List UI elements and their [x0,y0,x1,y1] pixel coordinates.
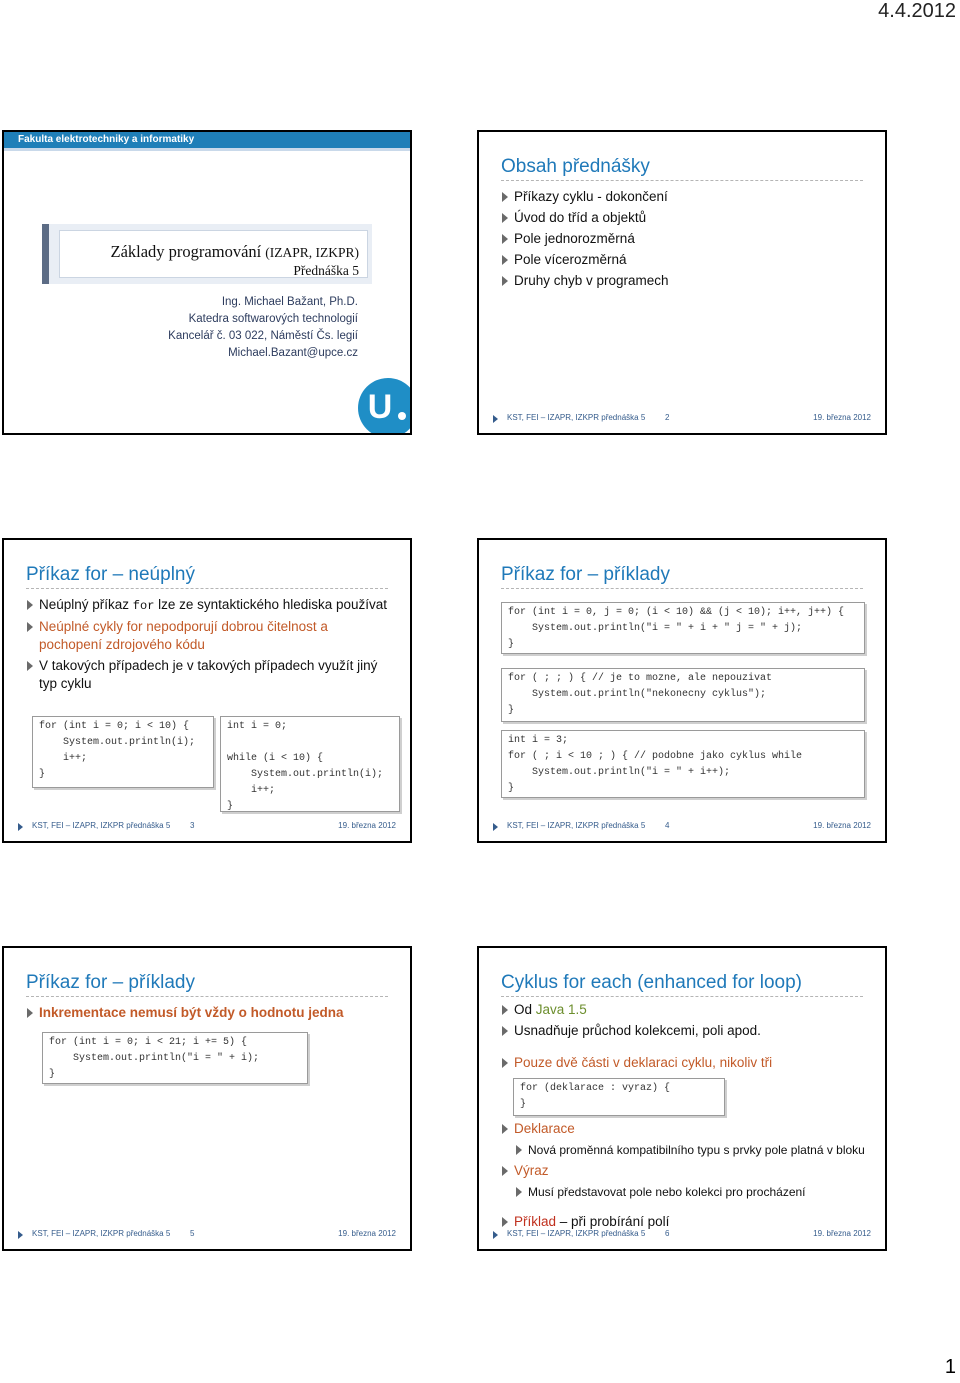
bullet-item: Pole jednorozměrná [501,230,867,248]
bullet-text: – při probírání polí [556,1214,670,1229]
footer-date: 19. března 2012 [813,1229,871,1238]
footer-date: 19. března 2012 [338,1229,396,1238]
slide-number: 4 [665,821,670,830]
slide-5 [2,946,412,1251]
bullet-item: V takových případech je v takových případech využít jiný typ cyklu [26,657,392,693]
footer-course: KST, FEI – IZAPR, IZKPR přednáška 5 [507,1229,646,1238]
author-block [168,294,358,362]
code-block: for (int i = 0; i < 21; i += 5) { System.out.println("i = " + i); } [42,1032,308,1084]
bullet-item: Pole vícerozměrná [501,251,867,269]
footer-date: 19. března 2012 [813,413,871,422]
bullet-text: Neúplný příkaz [39,597,133,612]
code-block-for: for (int i = 0; i < 10) { System.out.println(i); i++; } [32,716,214,788]
footer-course: KST, FEI – IZAPR, IZKPR přednáška 5 [32,821,171,830]
slide-title: Příkaz for – neúplný [26,564,388,589]
author-office: Kancelář č. 03 022, Náměstí Čs. legií [168,330,358,342]
sub-bullet-item: Musí představovat pole nebo kolekci pro procházení [515,1183,867,1201]
slide-footer [18,821,396,835]
title-inner [59,230,368,278]
author-department: Katedra softwarových technologií [188,313,358,325]
footer-course: KST, FEI – IZAPR, IZKPR přednáška 5 [507,413,646,422]
footer-course: KST, FEI – IZAPR, IZKPR přednáška 5 [507,821,646,830]
footer-arrow-icon [493,823,498,831]
bullet-item: Inkrementace nemusí být vždy o hodnotu jedna [26,1004,392,1022]
slide-2 [477,130,887,435]
slide-4 [477,538,887,843]
slide-number: 2 [665,413,670,422]
title-box [42,224,372,284]
bullet-list [501,188,867,293]
lecture-number: Přednáška 5 [293,263,359,278]
code-block-3: int i = 3; for ( ; i < 10 ; ) { // podobne jako cyklus while System.out.println("i = " + i++); } [501,730,865,798]
slide-number: 3 [190,821,195,830]
slide-title: Cyklus for each (enhanced for loop) [501,972,863,997]
sub-bullet-item: Nová proměnná kompatibilního typu s prvky pole platná v bloku [515,1141,867,1159]
bullet-item: Výraz [501,1162,867,1180]
footer-arrow-icon [493,1231,498,1239]
slide-1 [2,130,412,435]
course-title: Základy programování [110,242,262,261]
bullet-list [26,1004,392,1025]
slide-6 [477,946,887,1251]
bullet-text: Od [514,1002,536,1017]
footer-date: 19. března 2012 [338,821,396,830]
bullet-item [26,596,392,615]
bullet-list [26,596,392,696]
course-codes: (IZAPR, IZKPR) [265,245,359,260]
university-logo-icon [356,376,412,435]
footer-arrow-icon [493,415,498,423]
code-block-while: int i = 0; while (i < 10) { System.out.println(i); i++; } [220,716,400,812]
keyword-code: for [132,599,155,613]
slide-footer [493,821,871,835]
slide-footer [493,1229,871,1243]
slide-footer [18,1229,396,1243]
bullet-item: Příkazy cyklu - dokončení [501,188,867,206]
bullet-item: Úvod do tříd a objektů [501,209,867,227]
slide-title: Obsah přednášky [501,156,863,181]
svg-text:U: U [367,388,393,426]
bullet-list-bottom [501,1120,867,1234]
bullet-item: Usnadňuje průchod kolekcemi, poli apod. [501,1022,867,1040]
bullet-item [501,1001,867,1019]
footer-date: 19. března 2012 [813,821,871,830]
page-date: 4.4.2012 [878,0,956,22]
footer-arrow-icon [18,1231,23,1239]
slide-3 [2,538,412,843]
slide-number: 6 [665,1229,670,1238]
bullet-list-top [501,1001,867,1075]
bullet-item: Druhy chyb v programech [501,272,867,290]
bullet-text: lze ze syntaktického hlediska používat [154,597,388,612]
footer-arrow-icon [18,823,23,831]
code-block-1: for (int i = 0, j = 0; (i < 10) && (j < 10); i++, j++) { System.out.println("i = " + i + " j = " + j); } [501,602,865,654]
author-name: Ing. Michael Bažant, Ph.D. [221,296,358,308]
bullet-item: Deklarace [501,1120,867,1138]
slide-title: Příkaz for – příklady [26,972,388,997]
faculty-bar: Fakulta elektrotechniky a informatiky [4,132,410,148]
bullet-item: Neúplné cykly for nepodporují dobrou čitelnost a pochopení zdrojového kódu [26,618,392,654]
page-number: 1 [944,1356,956,1378]
java-version: Java 1.5 [535,1002,587,1017]
example-label: Příklad [514,1214,557,1229]
author-email: Michael.Bazant@upce.cz [228,347,358,359]
bullet-item: Pouze dvě části v deklaraci cyklu, nikoliv tři [501,1054,867,1072]
slide-footer [493,413,871,427]
slide-number: 5 [190,1229,195,1238]
code-block: for (deklarace : vyraz) { } [513,1078,725,1116]
code-block-2: for ( ; ; ) { // je to mozne, ale nepouzivat System.out.println("nekonecny cyklus"); } [501,668,865,722]
slide-title: Příkaz for – příklady [501,564,863,589]
footer-course: KST, FEI – IZAPR, IZKPR přednáška 5 [32,1229,171,1238]
